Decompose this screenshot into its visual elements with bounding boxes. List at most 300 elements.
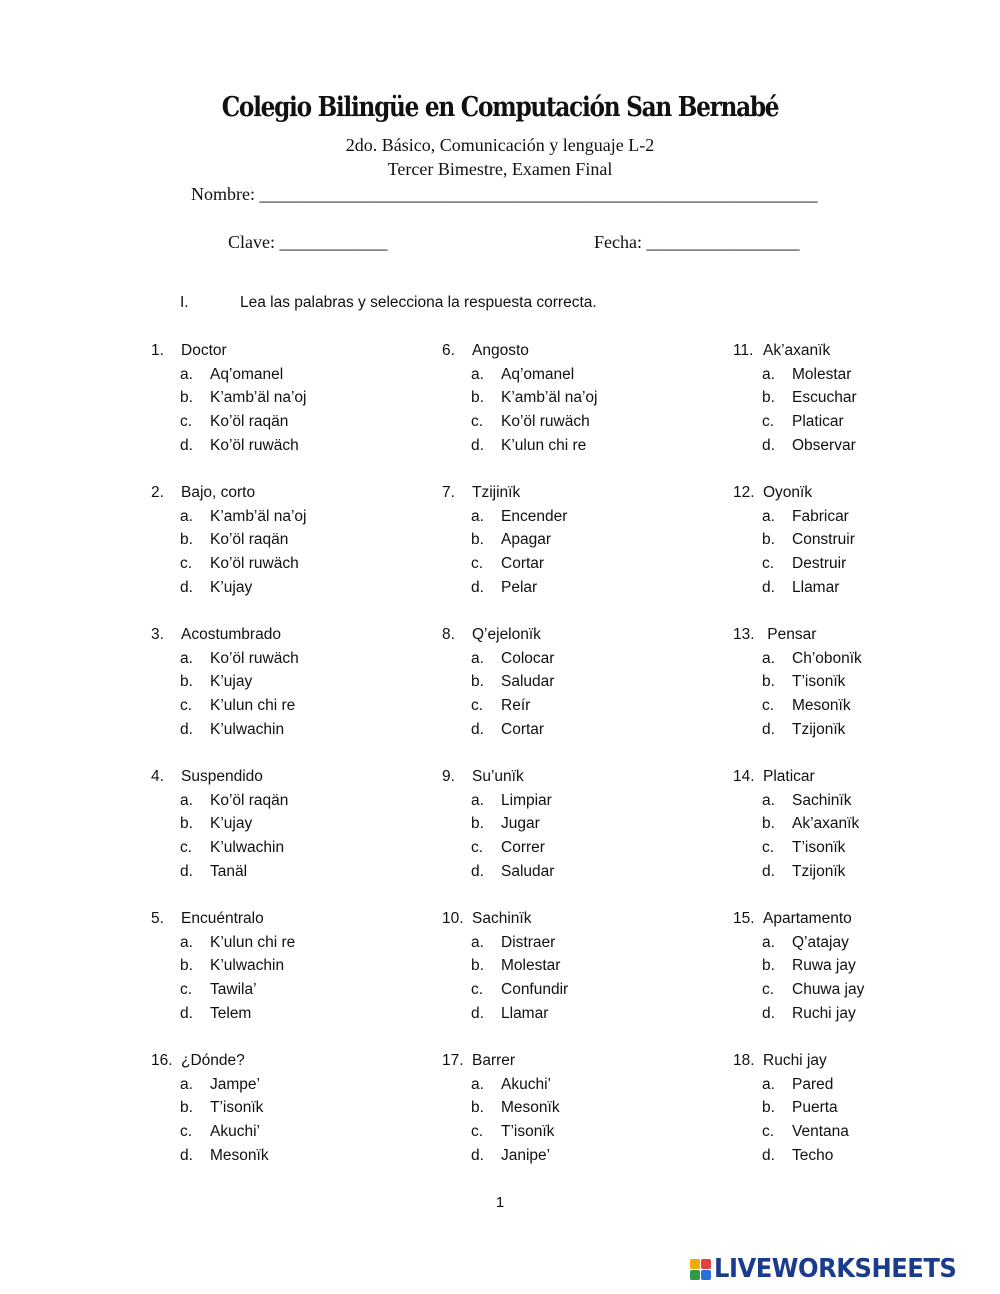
- option-letter: b.: [180, 673, 193, 691]
- option-text: Mesonïk: [501, 1099, 560, 1117]
- question-prompt: [442, 765, 712, 789]
- answer-option[interactable]: [442, 836, 712, 860]
- answer-option[interactable]: [151, 1002, 421, 1026]
- option-letter: c.: [762, 555, 775, 573]
- option-text: K’ujay: [210, 673, 253, 691]
- option-letter: a.: [180, 933, 193, 951]
- option-text: Encender: [501, 507, 568, 525]
- option-text: Ak’axanïk: [792, 815, 860, 833]
- option-text: Ko’öl ruwäch: [501, 413, 590, 431]
- answer-option[interactable]: [151, 1073, 421, 1097]
- question: [151, 907, 421, 1025]
- answer-option[interactable]: [151, 552, 421, 576]
- option-text: Q’atajay: [792, 933, 849, 951]
- option-letter: c.: [180, 413, 193, 431]
- question: [151, 623, 421, 741]
- answer-option[interactable]: [442, 434, 712, 458]
- option-text: Aq’omanel: [210, 365, 284, 383]
- answer-option[interactable]: [151, 1120, 421, 1144]
- option-letter: b.: [180, 389, 193, 407]
- option-text: Aq’omanel: [501, 365, 575, 383]
- option-letter: b.: [471, 531, 484, 549]
- answer-option[interactable]: [442, 1002, 712, 1026]
- answer-option[interactable]: [733, 1144, 1000, 1168]
- answer-option[interactable]: [151, 931, 421, 955]
- option-text: Distraer: [501, 933, 556, 951]
- option-text: Ko’öl ruwäch: [210, 436, 299, 454]
- answer-option[interactable]: [733, 363, 1000, 387]
- option-text: Saludar: [501, 862, 555, 880]
- liveworksheets-wordmark: LIVEWORKSHEETS: [714, 1254, 957, 1284]
- option-letter: a.: [180, 507, 193, 525]
- option-letter: a.: [471, 933, 484, 951]
- option-letter: b.: [762, 673, 775, 691]
- option-text: Ko’öl ruwäch: [210, 649, 299, 667]
- option-letter: c.: [762, 413, 775, 431]
- option-text: Ventana: [792, 1123, 849, 1141]
- question-word: Doctor: [181, 342, 227, 359]
- option-letter: b.: [762, 815, 775, 833]
- answer-option[interactable]: [151, 647, 421, 671]
- option-text: Confundir: [501, 981, 569, 999]
- answer-option[interactable]: [733, 670, 1000, 694]
- question-word: Suspendido: [181, 768, 263, 785]
- question-word: Apartamento: [763, 910, 852, 927]
- answer-option[interactable]: [151, 1144, 421, 1168]
- option-text: Mesonïk: [210, 1146, 269, 1164]
- option-letter: d.: [471, 1146, 484, 1164]
- question-number: 1.: [151, 342, 164, 359]
- option-text: Saludar: [501, 673, 555, 691]
- exam-subtitle-course: 2do. Básico, Comunicación y lenguaje L-2: [345, 135, 655, 155]
- option-letter: d.: [762, 1004, 775, 1022]
- question: [733, 1049, 1000, 1167]
- option-letter: d.: [180, 862, 193, 880]
- question-number: 3.: [151, 626, 164, 643]
- option-letter: b.: [471, 815, 484, 833]
- option-letter: a.: [471, 791, 484, 809]
- question-prompt: [733, 481, 1000, 505]
- question: [442, 1049, 712, 1167]
- option-text: Techo: [792, 1146, 834, 1164]
- answer-option[interactable]: [733, 528, 1000, 552]
- answer-option[interactable]: [442, 718, 712, 742]
- question-word: Q’ejelonïk: [472, 626, 541, 643]
- option-letter: b.: [762, 531, 775, 549]
- answer-option[interactable]: [151, 789, 421, 813]
- question-word: Ak’axanïk: [763, 342, 831, 359]
- answer-option[interactable]: [442, 363, 712, 387]
- option-text: Akuchi’: [501, 1075, 551, 1093]
- question-word: Su’unïk: [472, 768, 524, 785]
- question: [442, 623, 712, 741]
- option-text: Ko’öl raqän: [210, 791, 289, 809]
- question-prompt: [442, 907, 712, 931]
- answer-option[interactable]: [151, 505, 421, 529]
- option-text: Puerta: [792, 1099, 838, 1117]
- question-prompt: [733, 765, 1000, 789]
- option-letter: b.: [180, 1099, 193, 1117]
- option-text: K’ulun chi re: [501, 436, 587, 454]
- answer-option[interactable]: [442, 954, 712, 978]
- question-prompt: [151, 339, 421, 363]
- exam-title: Colegio Bilingüe en Computación San Bernabé: [221, 92, 779, 123]
- question-word: Tzijinïk: [472, 484, 521, 501]
- answer-option[interactable]: [151, 978, 421, 1002]
- answer-option[interactable]: [733, 505, 1000, 529]
- option-text: Escuchar: [792, 389, 857, 407]
- logo-square-1: [690, 1259, 700, 1269]
- answer-option[interactable]: [442, 552, 712, 576]
- answer-option[interactable]: [733, 694, 1000, 718]
- option-letter: d.: [180, 1146, 193, 1164]
- answer-option[interactable]: [733, 954, 1000, 978]
- answer-option[interactable]: [151, 528, 421, 552]
- option-letter: c.: [762, 839, 775, 857]
- option-text: Molestar: [792, 365, 852, 383]
- answer-option[interactable]: [733, 1073, 1000, 1097]
- question-prompt: [151, 623, 421, 647]
- answer-option[interactable]: [733, 552, 1000, 576]
- option-text: Telem: [210, 1004, 252, 1022]
- answer-option[interactable]: [442, 1073, 712, 1097]
- option-text: Ch’obonïk: [792, 649, 862, 667]
- question-word: Ruchi jay: [763, 1052, 827, 1069]
- answer-option[interactable]: [733, 812, 1000, 836]
- page-number: 1: [495, 1194, 505, 1211]
- answer-option[interactable]: [442, 576, 712, 600]
- option-text: Ruwa jay: [792, 957, 856, 975]
- question-number: 6.: [442, 342, 455, 359]
- option-letter: a.: [471, 1075, 484, 1093]
- option-text: Fabricar: [792, 507, 849, 525]
- answer-option[interactable]: [733, 410, 1000, 434]
- answer-option[interactable]: [733, 1120, 1000, 1144]
- option-letter: d.: [180, 578, 193, 596]
- option-text: Llamar: [792, 578, 840, 596]
- option-letter: d.: [471, 862, 484, 880]
- option-text: T’isonïk: [210, 1099, 264, 1117]
- option-text: K’ulwachin: [210, 839, 285, 857]
- option-letter: c.: [180, 697, 193, 715]
- question-number: 14.: [733, 768, 755, 785]
- option-letter: a.: [180, 365, 193, 383]
- option-letter: c.: [762, 697, 775, 715]
- option-letter: a.: [180, 649, 193, 667]
- option-letter: c.: [180, 981, 193, 999]
- question-word: Encuéntralo: [181, 910, 264, 927]
- option-text: Pelar: [501, 578, 538, 596]
- answer-option[interactable]: [151, 363, 421, 387]
- option-letter: a.: [471, 649, 484, 667]
- option-letter: d.: [471, 1004, 484, 1022]
- logo-square-4: [701, 1270, 711, 1280]
- logo-square-3: [690, 1270, 700, 1280]
- question: [442, 481, 712, 599]
- question-word: ¿Dónde?: [181, 1052, 245, 1069]
- answer-option[interactable]: [151, 694, 421, 718]
- question-number: 4.: [151, 768, 164, 785]
- question-number: 8.: [442, 626, 455, 643]
- option-letter: a.: [762, 365, 775, 383]
- instruction-text: Lea las palabras y selecciona la respuesta correcta.: [240, 294, 597, 311]
- question: [151, 339, 421, 457]
- answer-option[interactable]: [733, 789, 1000, 813]
- option-letter: a.: [180, 1075, 193, 1093]
- question-number: 13.: [733, 626, 755, 643]
- answer-option[interactable]: [733, 1096, 1000, 1120]
- option-text: Limpiar: [501, 791, 552, 809]
- question-word: Angosto: [472, 342, 529, 359]
- answer-option[interactable]: [442, 1120, 712, 1144]
- question-prompt: [733, 339, 1000, 363]
- option-letter: a.: [180, 791, 193, 809]
- question: [442, 339, 712, 457]
- option-letter: a.: [762, 507, 775, 525]
- option-letter: c.: [180, 839, 193, 857]
- answer-option[interactable]: [151, 954, 421, 978]
- option-letter: c.: [180, 1123, 193, 1141]
- option-text: K’ulun chi re: [210, 933, 296, 951]
- option-text: Reír: [501, 697, 531, 715]
- question-number: 18.: [733, 1052, 755, 1069]
- question-word: Pensar: [763, 626, 817, 643]
- option-letter: a.: [762, 649, 775, 667]
- option-text: Platicar: [792, 413, 844, 431]
- option-letter: a.: [471, 365, 484, 383]
- answer-option[interactable]: [151, 836, 421, 860]
- question-word: Oyonïk: [763, 484, 813, 501]
- question-prompt: [442, 481, 712, 505]
- option-text: Destruir: [792, 555, 847, 573]
- answer-option[interactable]: [733, 836, 1000, 860]
- option-letter: b.: [180, 531, 193, 549]
- option-letter: c.: [471, 697, 484, 715]
- question-prompt: [151, 765, 421, 789]
- option-text: K’ujay: [210, 815, 253, 833]
- option-text: Ruchi jay: [792, 1004, 856, 1022]
- option-text: Molestar: [501, 957, 561, 975]
- question-number: 2.: [151, 484, 164, 501]
- answer-option[interactable]: [151, 718, 421, 742]
- question-prompt: [442, 339, 712, 363]
- option-letter: b.: [180, 957, 193, 975]
- option-letter: c.: [762, 981, 775, 999]
- name-field[interactable]: Nombre: ______________________________________________________________: [191, 184, 818, 204]
- option-text: Ko’öl raqän: [210, 413, 289, 431]
- option-text: Llamar: [501, 1004, 549, 1022]
- question-prompt: [151, 481, 421, 505]
- question: [733, 907, 1000, 1025]
- question-word: Platicar: [763, 768, 815, 785]
- answer-option[interactable]: [442, 386, 712, 410]
- answer-option[interactable]: [733, 434, 1000, 458]
- option-letter: d.: [471, 436, 484, 454]
- option-letter: c.: [471, 413, 484, 431]
- answer-option[interactable]: [442, 812, 712, 836]
- option-text: K’amb’äl na’oj: [210, 389, 307, 407]
- question-prompt: [151, 907, 421, 931]
- date-field[interactable]: Fecha: _________________: [594, 232, 800, 252]
- answer-option[interactable]: [151, 860, 421, 884]
- instruction: [180, 294, 597, 312]
- question-number: 10.: [442, 910, 464, 927]
- answer-option[interactable]: [442, 789, 712, 813]
- option-letter: c.: [471, 981, 484, 999]
- question: [151, 1049, 421, 1167]
- option-letter: b.: [471, 957, 484, 975]
- answer-option[interactable]: [151, 670, 421, 694]
- option-text: Akuchi’: [210, 1123, 260, 1141]
- option-text: Tzijonïk: [792, 720, 846, 738]
- question-prompt: [151, 1049, 421, 1073]
- option-text: Jugar: [501, 815, 540, 833]
- option-letter: c.: [471, 555, 484, 573]
- answer-option[interactable]: [151, 434, 421, 458]
- answer-option[interactable]: [151, 576, 421, 600]
- question: [442, 765, 712, 883]
- answer-option[interactable]: [442, 1096, 712, 1120]
- option-text: Tawila’: [210, 981, 257, 999]
- question-prompt: [442, 623, 712, 647]
- option-text: Cortar: [501, 555, 545, 573]
- option-text: Sachinïk: [792, 791, 852, 809]
- answer-option[interactable]: [442, 505, 712, 529]
- question-word: Bajo, corto: [181, 484, 256, 501]
- option-text: K’amb’äl na’oj: [501, 389, 598, 407]
- answer-option[interactable]: [442, 528, 712, 552]
- option-text: Jampe’: [210, 1075, 260, 1093]
- answer-option[interactable]: [442, 694, 712, 718]
- question-number: 11.: [733, 342, 754, 359]
- option-text: Mesonïk: [792, 697, 851, 715]
- question-number: 12.: [733, 484, 755, 501]
- option-letter: a.: [762, 1075, 775, 1093]
- option-text: Ko’öl raqän: [210, 531, 289, 549]
- option-text: Colocar: [501, 649, 555, 667]
- question-word: Barrer: [472, 1052, 516, 1069]
- option-letter: b.: [471, 1099, 484, 1117]
- option-text: T’isonïk: [501, 1123, 555, 1141]
- question: [733, 481, 1000, 599]
- option-letter: d.: [762, 1146, 775, 1164]
- option-letter: d.: [762, 436, 775, 454]
- option-text: Pared: [792, 1075, 834, 1093]
- answer-option[interactable]: [733, 1002, 1000, 1026]
- option-text: Ko’öl ruwäch: [210, 555, 299, 573]
- question-number: 5.: [151, 910, 164, 927]
- option-letter: b.: [762, 957, 775, 975]
- option-text: Cortar: [501, 720, 545, 738]
- question: [151, 765, 421, 883]
- option-text: K’amb’äl na’oj: [210, 507, 307, 525]
- answer-option[interactable]: [733, 576, 1000, 600]
- question-word: Sachinïk: [472, 910, 532, 927]
- option-letter: a.: [762, 791, 775, 809]
- option-letter: d.: [762, 862, 775, 880]
- question: [733, 765, 1000, 883]
- option-letter: d.: [471, 578, 484, 596]
- answer-option[interactable]: [442, 410, 712, 434]
- option-letter: c.: [471, 1123, 484, 1141]
- option-letter: c.: [471, 839, 484, 857]
- answer-option[interactable]: [442, 670, 712, 694]
- answer-option[interactable]: [151, 812, 421, 836]
- option-text: K’ulwachin: [210, 957, 285, 975]
- answer-option[interactable]: [151, 410, 421, 434]
- liveworksheets-logo-icon: [690, 1259, 711, 1280]
- exam-subtitle-term: Tercer Bimestre, Examen Final: [387, 159, 613, 179]
- option-letter: d.: [471, 720, 484, 738]
- option-text: K’ulwachin: [210, 720, 285, 738]
- question-number: 15.: [733, 910, 755, 927]
- option-letter: b.: [762, 389, 775, 407]
- option-letter: c.: [180, 555, 193, 573]
- option-text: Janipe’: [501, 1146, 551, 1164]
- answer-option[interactable]: [442, 978, 712, 1002]
- option-text: T’isonïk: [792, 839, 846, 857]
- question-word: Acostumbrado: [181, 626, 281, 643]
- code-field[interactable]: Clave: ____________: [228, 232, 388, 252]
- option-text: Apagar: [501, 531, 551, 549]
- instruction-numeral: I.: [180, 294, 189, 311]
- question-number: 17.: [442, 1052, 464, 1069]
- question: [442, 907, 712, 1025]
- question-prompt: [442, 1049, 712, 1073]
- answer-option[interactable]: [733, 647, 1000, 671]
- option-text: Chuwa jay: [792, 981, 865, 999]
- answer-option[interactable]: [151, 386, 421, 410]
- question-prompt: [733, 623, 1000, 647]
- option-letter: d.: [762, 578, 775, 596]
- option-letter: d.: [180, 1004, 193, 1022]
- option-letter: b.: [180, 815, 193, 833]
- answer-option[interactable]: [442, 860, 712, 884]
- option-text: T’isonïk: [792, 673, 846, 691]
- question: [733, 339, 1000, 457]
- option-letter: a.: [471, 507, 484, 525]
- option-text: Construir: [792, 531, 855, 549]
- answer-option[interactable]: [733, 860, 1000, 884]
- logo-square-2: [701, 1259, 711, 1269]
- question-prompt: [733, 907, 1000, 931]
- answer-option[interactable]: [151, 1096, 421, 1120]
- option-letter: d.: [762, 720, 775, 738]
- answer-option[interactable]: [733, 978, 1000, 1002]
- option-text: Observar: [792, 436, 856, 454]
- question-number: 9.: [442, 768, 455, 785]
- liveworksheets-brand[interactable]: [690, 1254, 975, 1284]
- answer-option[interactable]: [442, 1144, 712, 1168]
- option-letter: d.: [180, 720, 193, 738]
- option-letter: a.: [762, 933, 775, 951]
- option-letter: b.: [471, 389, 484, 407]
- option-text: Correr: [501, 839, 545, 857]
- answer-option[interactable]: [733, 931, 1000, 955]
- question-prompt: [733, 1049, 1000, 1073]
- option-letter: c.: [762, 1123, 775, 1141]
- option-letter: b.: [471, 673, 484, 691]
- answer-option[interactable]: [733, 386, 1000, 410]
- answer-option[interactable]: [442, 931, 712, 955]
- option-text: K’ulun chi re: [210, 697, 296, 715]
- question-number: 16.: [151, 1052, 173, 1069]
- option-letter: d.: [180, 436, 193, 454]
- option-letter: b.: [762, 1099, 775, 1117]
- option-text: Tzijonïk: [792, 862, 846, 880]
- answer-option[interactable]: [733, 718, 1000, 742]
- answer-option[interactable]: [442, 647, 712, 671]
